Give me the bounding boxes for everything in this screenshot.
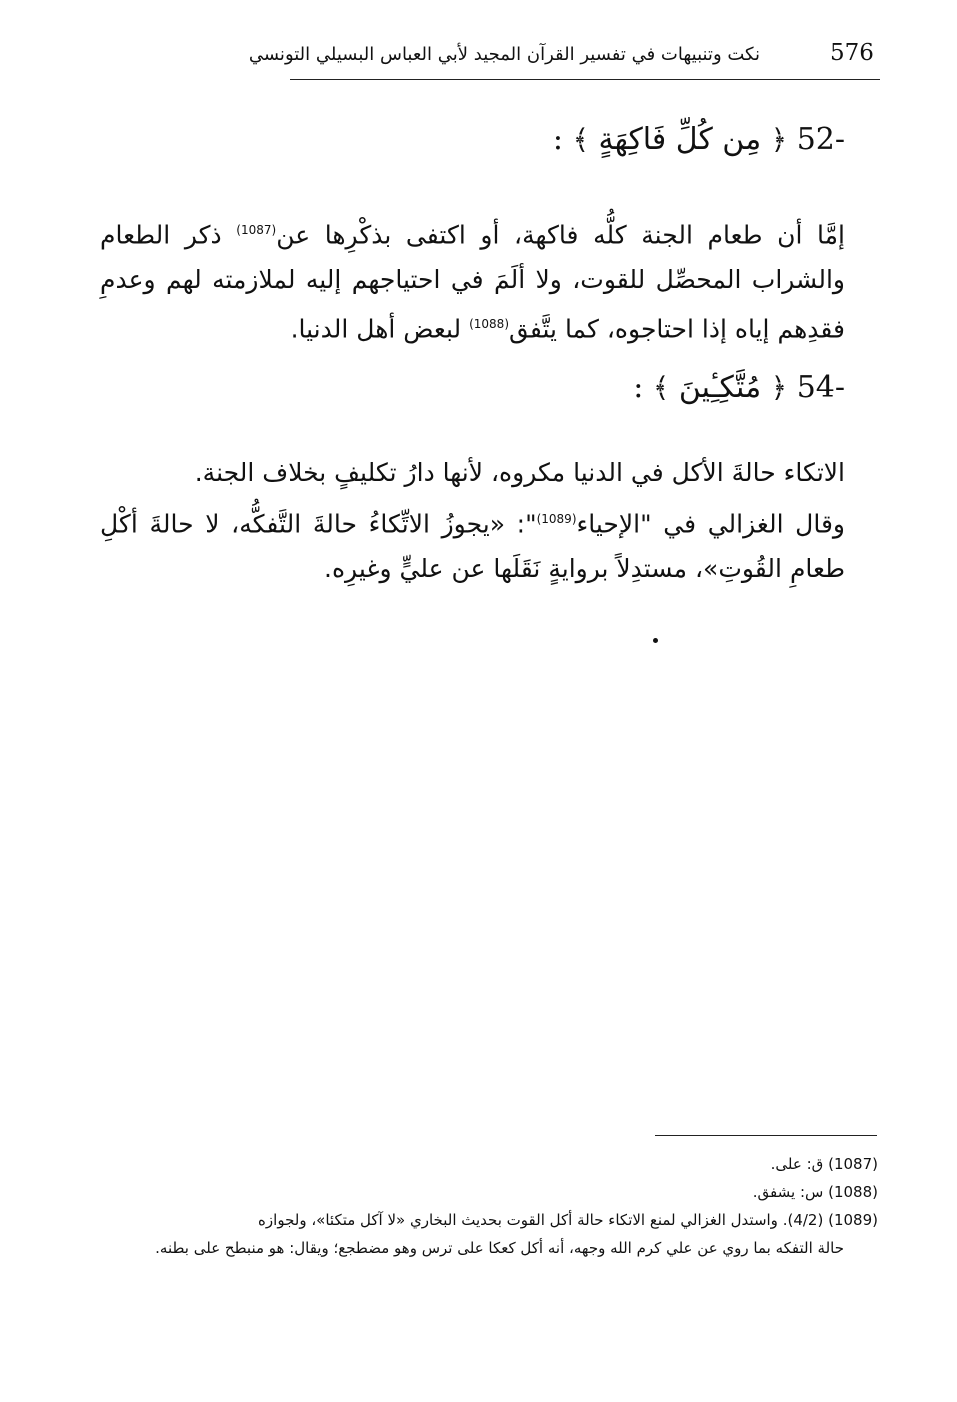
footnote-ref[interactable]: (1087) [236,223,277,237]
paragraph-text: وقال الغزالي في "الإحياء [576,509,845,539]
header-divider [290,79,880,80]
open-bracket: ﴿ [770,371,788,404]
paragraph-text: ذكر الطعام والشراب المحصِّل للقوت، ولا ألَمَ في احتياجهم إليه لملازمته لهم وعدمِ فقدِهم إياه إذا احتاجوه، كما يتَّفق [100,220,845,344]
section-number: 52- [796,122,845,157]
paragraph-text: الاتكاء حالةَ الأكل في الدنيا مكروه، لأنها دارُ تكليفٍ بخلاف الجنة. [194,458,845,487]
footnote-ref[interactable]: (1088) [469,317,509,332]
heading-colon: : [633,370,644,405]
quran-verse: مُتَّكِـِٔينَ [678,370,762,405]
running-header [248,40,880,80]
paragraph-text: ": «يجوزُ الاتِّكاءُ حالةَ التَّفكُّه، لا حالةَ أكْلِ طعامِ القُوتِ»، مستدِلاً بروايةٍ نَقَلَها عن عليٍّ وغيرِه. [100,509,845,584]
footnote-1089 [100,1206,878,1234]
page-number: 576 [830,40,874,66]
footnote-divider [655,1135,877,1136]
footnotes [100,1150,878,1262]
paragraph-text: لبعض أهل الدنيا. [290,314,470,344]
footnote-number: (1089) [828,1211,878,1229]
section-54-paragraph-2 [100,497,845,591]
footnote-text: ق: على. [770,1155,824,1173]
section-heading-52 [553,122,845,157]
footnote-1088 [100,1178,878,1206]
section-54-paragraph-1 [100,450,845,495]
paragraph-text: إمَّا أن طعام الجنة كلُّه فاكهة، أو اكتفى بذكْرِها عن [276,220,846,250]
footnote-1089-continuation: حالة التفكه بما روي عن علي كرم الله وجهه، أنه أكل كعكا على ترس وهو مضطجع؛ ويقال: هو منبطح على بطنه. [155,1239,844,1257]
running-title: نكت وتنبيهات في تفسير القرآن المجيد لأبي العباس البسيلي التونسي [248,44,760,65]
footnote-ref[interactable]: (1089) [536,512,577,526]
section-number: 54- [796,370,845,405]
section-52-paragraph [100,208,845,352]
footnote-text: س: يشفق. [752,1183,824,1201]
footnote-number: (1087) [828,1155,878,1173]
footnote-1087 [100,1150,878,1178]
footnote-text: (4/2). واستدل الغزالي لمنع الاتكاء حالة أكل القوت بحديث البخاري «لا آكل متكئا»، ولجوازه [258,1211,824,1229]
section-heading-54 [633,370,845,405]
heading-colon: : [552,122,564,157]
footnote-number: (1088) [828,1183,878,1201]
open-bracket: ﴿ [770,123,788,156]
section-end-dot [653,638,658,643]
quran-verse: مِن كُلِّ فَاكِهَةٍ [598,122,762,157]
close-bracket: ﴾ [652,371,670,404]
close-bracket: ﴾ [572,123,589,156]
